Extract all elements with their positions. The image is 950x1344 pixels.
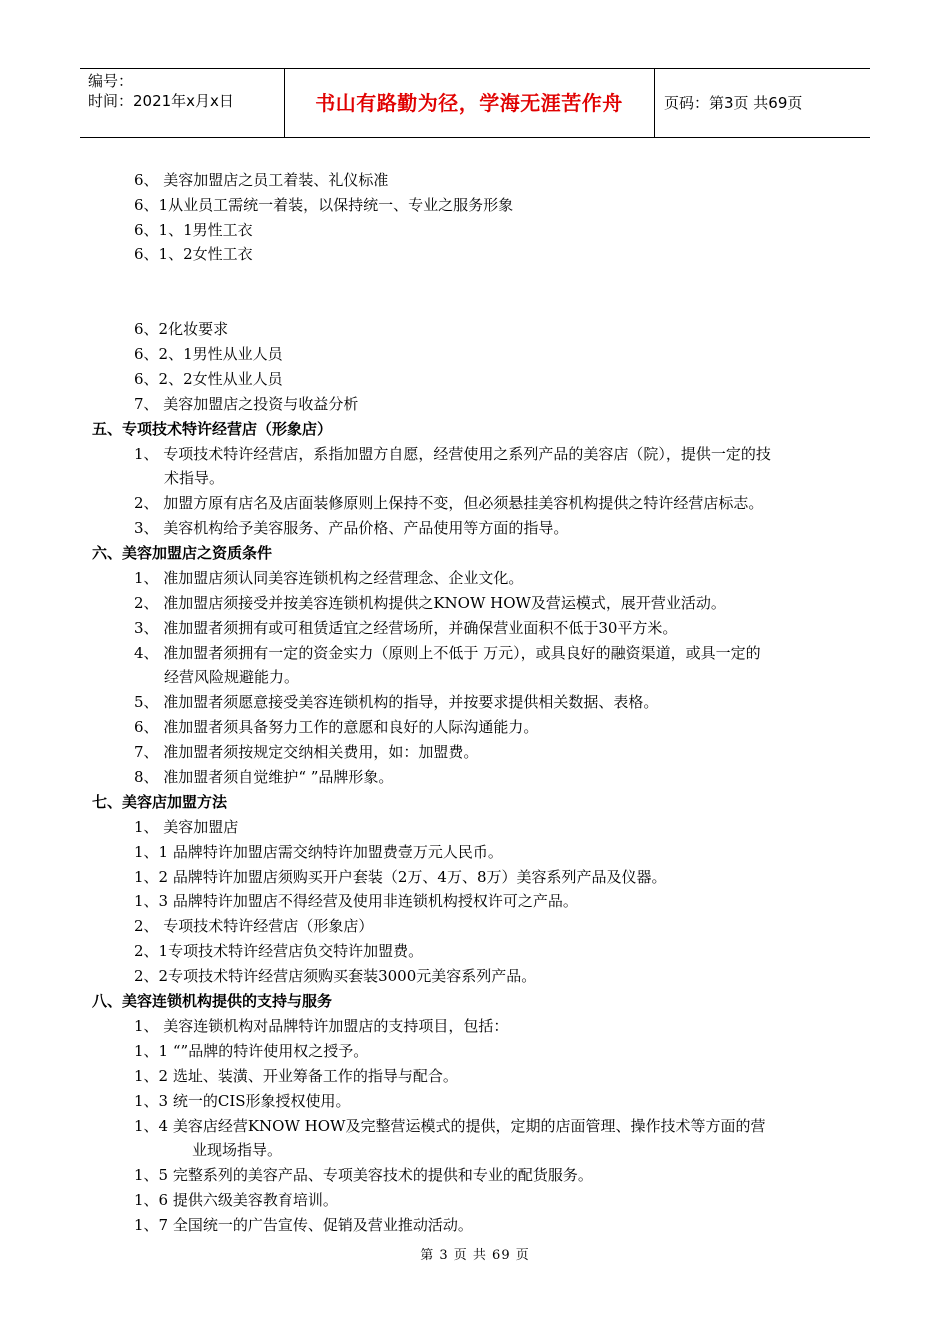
s8-item-1-7: 1、7 全国统一的广告宣传、促销及营业推动活动。 <box>134 1216 473 1234</box>
s7-item-2-2: 2、2专项技术特许经营店须购买套装3000元美容系列产品。 <box>134 967 537 985</box>
s7-item-1: 1、 美容加盟店 <box>134 818 239 836</box>
item-6-1-2: 6、1、2女性工衣 <box>134 245 253 263</box>
s5-item-2: 2、 加盟方原有店名及店面装修原则上保持不变，但必须悬挂美容机构提供之特许经营店标志。 <box>134 494 764 512</box>
page-info: 页码：第3页 共69页 <box>664 94 803 112</box>
page-footer: 第 3 页 共 69 页 <box>420 1248 530 1263</box>
s8-item-1-2: 1、2 选址、装潢、开业筹备工作的指导与配合。 <box>134 1067 458 1085</box>
item-6-2-1: 6、2、1男性从业人员 <box>134 345 283 363</box>
item-6-2: 6、2化妆要求 <box>134 320 229 338</box>
s6-item-1: 1、 准加盟店须认同美容连锁机构之经营理念、企业文化。 <box>134 569 524 587</box>
s6-item-7: 7、 准加盟者须按规定交纳相关费用，如：加盟费。 <box>134 743 479 761</box>
s5-item-1-cont: 术指导。 <box>164 469 225 487</box>
s8-item-1-3: 1、3 统一的CIS形象授权使用。 <box>134 1092 351 1110</box>
item-6: 6、 美容加盟店之员工着装、礼仪标准 <box>134 171 389 189</box>
s6-item-2: 2、 准加盟店须接受并按美容连锁机构提供之KNOW HOW及营运模式，展开营业活动。 <box>134 594 726 612</box>
item-6-2-2: 6、2、2女性从业人员 <box>134 370 283 388</box>
section-heading-8: 八、美容连锁机构提供的支持与服务 <box>92 992 333 1010</box>
s6-item-4: 4、 准加盟者须拥有一定的资金实力（原则上不低于 万元），或具良好的融资渠道，或具一定的 <box>134 644 761 662</box>
s6-item-4-cont: 经营风险规避能力。 <box>164 668 300 686</box>
s7-item-1-1: 1、1 品牌特许加盟店需交纳特许加盟费壹万元人民币。 <box>134 843 503 861</box>
section-heading-6: 六、美容加盟店之资质条件 <box>92 544 273 562</box>
s8-item-1-6: 1、6 提供六级美容教育培训。 <box>134 1191 338 1209</box>
item-6-1: 6、1从业员工需统一着装，以保持统一、专业之服务形象 <box>134 196 514 214</box>
s8-item-1-4-cont: 业现场指导。 <box>192 1141 283 1159</box>
motto: 书山有路勤为径，学海无涯苦作舟 <box>315 91 623 115</box>
s6-item-3: 3、 准加盟者须拥有或可租赁适宜之经营场所，并确保营业面积不低于30平方米。 <box>134 619 678 637</box>
s7-item-2: 2、 专项技术特许经营店（形象店） <box>134 917 374 935</box>
s8-item-1-5: 1、5 完整系列的美容产品、专项美容技术的提供和专业的配货服务。 <box>134 1166 593 1184</box>
s6-item-8: 8、 准加盟者须自觉维护“ ”品牌形象。 <box>134 768 394 786</box>
item-6-1-1: 6、1、1男性工衣 <box>134 221 253 239</box>
item-7: 7、 美容加盟店之投资与收益分析 <box>134 395 359 413</box>
s8-item-1-1: 1、1 “”品牌的特许使用权之授予。 <box>134 1042 369 1060</box>
code-label: 编号： <box>88 72 134 90</box>
s7-item-1-2: 1、2 品牌特许加盟店须购买开户套装（2万、4万、8万）美容系列产品及仪器。 <box>134 868 667 886</box>
s7-item-2-1: 2、1专项技术特许经营店负交特许加盟费。 <box>134 942 424 960</box>
s5-item-3: 3、 美容机构给予美容服务、产品价格、产品使用等方面的指导。 <box>134 519 569 537</box>
header-page-cell <box>656 69 870 137</box>
s8-item-1-4: 1、4 美容店经营KNOW HOW及完整营运模式的提供，定期的店面管理、操作技术等方面的营 <box>134 1117 766 1135</box>
section-heading-7: 七、美容店加盟方法 <box>92 793 228 811</box>
s8-item-1: 1、 美容连锁机构对品牌特许加盟店的支持项目，包括： <box>134 1017 509 1035</box>
s5-item-1: 1、 专项技术特许经营店，系指加盟方自愿，经营使用之系列产品的美容店（院），提供一定的技 <box>134 445 771 463</box>
time-label: 时间：2021年x月x日 <box>88 92 234 110</box>
header-motto-cell <box>284 69 655 137</box>
section-heading-5: 五、专项技术特许经营店（形象店） <box>92 420 333 438</box>
s6-item-5: 5、 准加盟者须愿意接受美容连锁机构的指导，并按要求提供相关数据、表格。 <box>134 693 659 711</box>
s6-item-6: 6、 准加盟者须具备努力工作的意愿和良好的人际沟通能力。 <box>134 718 539 736</box>
s7-item-1-3: 1、3 品牌特许加盟店不得经营及使用非连锁机构授权许可之产品。 <box>134 892 578 910</box>
header-left-cell <box>80 69 285 137</box>
page-header <box>80 68 870 138</box>
